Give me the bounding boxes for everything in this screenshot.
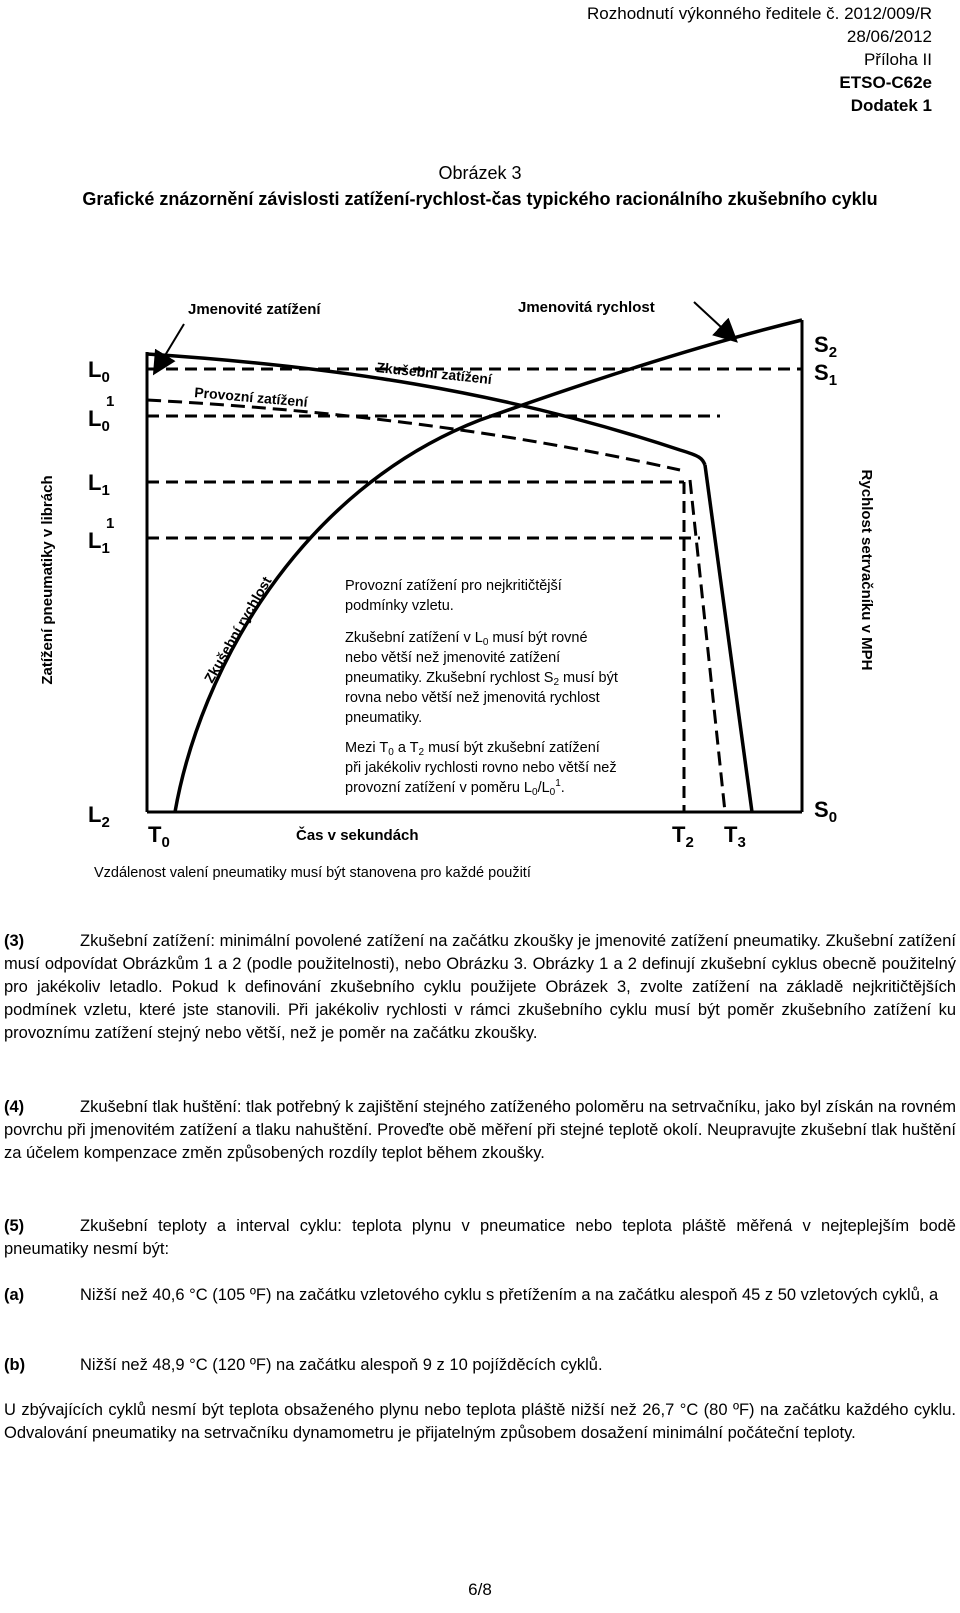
tick-label-l0 bbox=[88, 357, 110, 386]
paragraph-4-text: Zkušební tlak huštění: tlak potřebný k zajištění stejného zatíženého poloměru na setrvačníku, jako byl získán na rovném povrchu při jmenovitém zatížení a tlaku nahuštění. Proveďte obě měření při stejné teplotě okolí. Neupravujte zkušební tlak huštění za účelem kompenzace změn způsobených rozdíly teplot během zkoušky. bbox=[4, 1098, 956, 1162]
load-speed-time-diagram bbox=[0, 280, 960, 900]
paragraph-a bbox=[4, 1284, 956, 1307]
svg-text:L0: $L_0$ bbox=[88, 357, 110, 386]
svg-text:L1: $L_1$ bbox=[88, 470, 110, 499]
paragraph-3-number: (3) bbox=[4, 932, 25, 950]
tick-label-s2 bbox=[814, 332, 837, 361]
paragraph-a-text: Nižší než 40,6 °C (105 ºF) na začátku vzletového cyklu s přetížením a na začátku alespoň 45 z 50 vzletových cyklů, a bbox=[80, 1286, 939, 1304]
curve-label-operating-load: Provozní zatížení bbox=[193, 384, 309, 410]
svg-text:rovna nebo větší než jmenovitá: rovna nebo větší než jmenovitá rychlost bbox=[345, 690, 600, 706]
callout-rated-speed: Jmenovitá rychlost bbox=[518, 299, 655, 316]
document-header bbox=[587, 2, 932, 117]
header-decision-ref: Rozhodnutí výkonného ředitele č. 2012/009/R bbox=[587, 4, 932, 23]
curve-label-test-speed: Zkušební rychlost bbox=[200, 573, 275, 686]
svg-text:S2: $S_2$ bbox=[814, 332, 838, 361]
note-between-t0-t2 bbox=[345, 740, 617, 798]
paragraph-final bbox=[4, 1399, 956, 1445]
y-left-axis-label: Zatížení pneumatiky v librách bbox=[39, 475, 56, 685]
callout-rated-load: Jmenovité zatížení bbox=[188, 301, 321, 318]
svg-text:L1: $L_1$ bbox=[88, 528, 110, 557]
header-annex: Příloha II bbox=[863, 50, 932, 69]
svg-text:T3: $T_3$ bbox=[724, 822, 746, 851]
svg-text:Provozní zatížení pro nejkriti: Provozní zatížení pro nejkritičtější bbox=[345, 578, 562, 594]
y-right-axis-label: Rychlost setrvačníku v MPH bbox=[858, 469, 875, 671]
paragraph-3 bbox=[4, 930, 956, 1045]
tick-label-t3 bbox=[724, 822, 746, 851]
paragraph-3-text: Zkušební zatížení: minimální povolené zatížení na začátku zkoušky je jmenovité zatížení pneumatiky. Zkušební zatížení musí odpovídat Obrázkům 1 a 2 (podle použitelnosti), nebo Obrázku 3. Obrázky 1 a 2 definují zkušební cyklus obecně použitelný pro jakékoliv letadlo. Pokud k definování zkušebního cyklu použijete Obrázek 3, zvolte zatížení na základě nejkritičtějších podmínek vzletu, které jste stanovili. Při jakékoliv rychlosti v rámci zkušebního cyklu musí být poměr zkušebního zatížení ku provoznímu zatížení stejný nebo větší, než je poměr na začátku zkoušky. bbox=[4, 932, 956, 1042]
paragraph-4 bbox=[4, 1096, 956, 1165]
paragraph-5-text: Zkušební teploty a interval cyklu: teplota plynu v pneumatice nebo teplota pláště měřená v nejteplejším bodě pneumatiky nesmí být: bbox=[4, 1217, 956, 1258]
svg-text:L2: $L_2$ bbox=[88, 802, 110, 831]
paragraph-a-number: (a) bbox=[4, 1286, 25, 1304]
svg-text:provozní zatížení v poměru L0/: provozní zatížení v poměru $L_0/L_0^1$. bbox=[345, 778, 565, 798]
svg-text:pneumatiky. Zkušební rychlost: pneumatiky. Zkušební rychlost $S_2$ musí být bbox=[345, 670, 618, 688]
header-etso: ETSO-C62e bbox=[839, 73, 932, 92]
paragraph-5-number: (5) bbox=[4, 1217, 25, 1235]
figure-title: Grafické znázornění závislosti zatížení-rychlost-čas typického racionálního zkušebního cyklu bbox=[82, 189, 878, 209]
test-load-curve-drop bbox=[705, 465, 752, 812]
header-appendix: Dodatek 1 bbox=[850, 96, 932, 115]
figure-number: Obrázek 3 bbox=[438, 163, 522, 183]
operating-load-curve-drop bbox=[690, 480, 725, 812]
svg-text:T0: $T_0$ bbox=[148, 822, 170, 851]
svg-text:při jakékoliv rychlosti rovno: při jakékoliv rychlosti rovno nebo větší než bbox=[345, 760, 617, 776]
callout-rated-load-arrow bbox=[155, 324, 184, 372]
callout-rated-speed-arrow bbox=[694, 302, 735, 340]
note-operating-load bbox=[345, 578, 562, 614]
header-date: 28/06/2012 bbox=[846, 27, 932, 46]
svg-text:1: 1 bbox=[106, 515, 115, 532]
svg-text:S0: $S_0$ bbox=[814, 797, 838, 826]
page-number: 6/8 bbox=[468, 1580, 492, 1599]
curve-label-test-load: Zkušební zatížení bbox=[375, 359, 493, 388]
svg-text:podmínky vzletu.: podmínky vzletu. bbox=[345, 598, 454, 614]
tick-label-t0 bbox=[148, 822, 170, 851]
tick-label-l1 bbox=[88, 470, 110, 499]
x-axis-label: Čas v sekundách bbox=[296, 827, 419, 844]
svg-text:nebo větší než jmenovité zatíž: nebo větší než jmenovité zatížení bbox=[345, 650, 561, 666]
tick-label-s1 bbox=[814, 360, 837, 389]
svg-text:Zkušební zatížení v L0 musí bý: Zkušební zatížení v $L_0$ musí být rovné bbox=[345, 630, 588, 648]
paragraph-4-number: (4) bbox=[4, 1098, 25, 1116]
svg-text:L0: $L_0$ bbox=[88, 406, 110, 435]
svg-text:pneumatiky.: pneumatiky. bbox=[345, 710, 423, 726]
figure-footnote: Vzdálenost valení pneumatiky musí být stanovena pro každé použití bbox=[94, 865, 531, 881]
tick-label-t2 bbox=[672, 822, 694, 851]
paragraph-5 bbox=[4, 1215, 956, 1261]
operating-load-curve bbox=[147, 400, 680, 470]
paragraph-final-text: U zbývajících cyklů nesmí být teplota obsaženého plynu nebo teplota pláště nižší než 26,7 °C (80 ºF) na začátku každého cyklu. Odvalování pneumatiky na setrvačníku dynamometru je přijatelným způsobem dosažení minimální počáteční teploty. bbox=[4, 1401, 956, 1442]
svg-text:T2: $T_2$ bbox=[672, 822, 694, 851]
tick-label-l2 bbox=[88, 802, 110, 831]
svg-text:1: 1 bbox=[106, 393, 115, 410]
note-test-load bbox=[345, 630, 618, 726]
svg-text:Mezi T0 a T2 musí být zkušební: Mezi $T_0$ a $T_2$ musí být zkušební zatížení bbox=[345, 740, 600, 758]
tick-label-l11 bbox=[88, 515, 114, 557]
svg-text:S1: $S_1$ bbox=[814, 360, 838, 389]
paragraph-b-number: (b) bbox=[4, 1356, 26, 1374]
paragraph-b-text: Nižší než 48,9 °C (120 ºF) na začátku alespoň 9 z 10 pojížděcích cyklů. bbox=[80, 1356, 603, 1374]
figure-caption bbox=[0, 160, 960, 212]
tick-label-s0 bbox=[814, 797, 837, 826]
paragraph-b bbox=[4, 1354, 956, 1377]
tick-label-l01 bbox=[88, 393, 114, 435]
